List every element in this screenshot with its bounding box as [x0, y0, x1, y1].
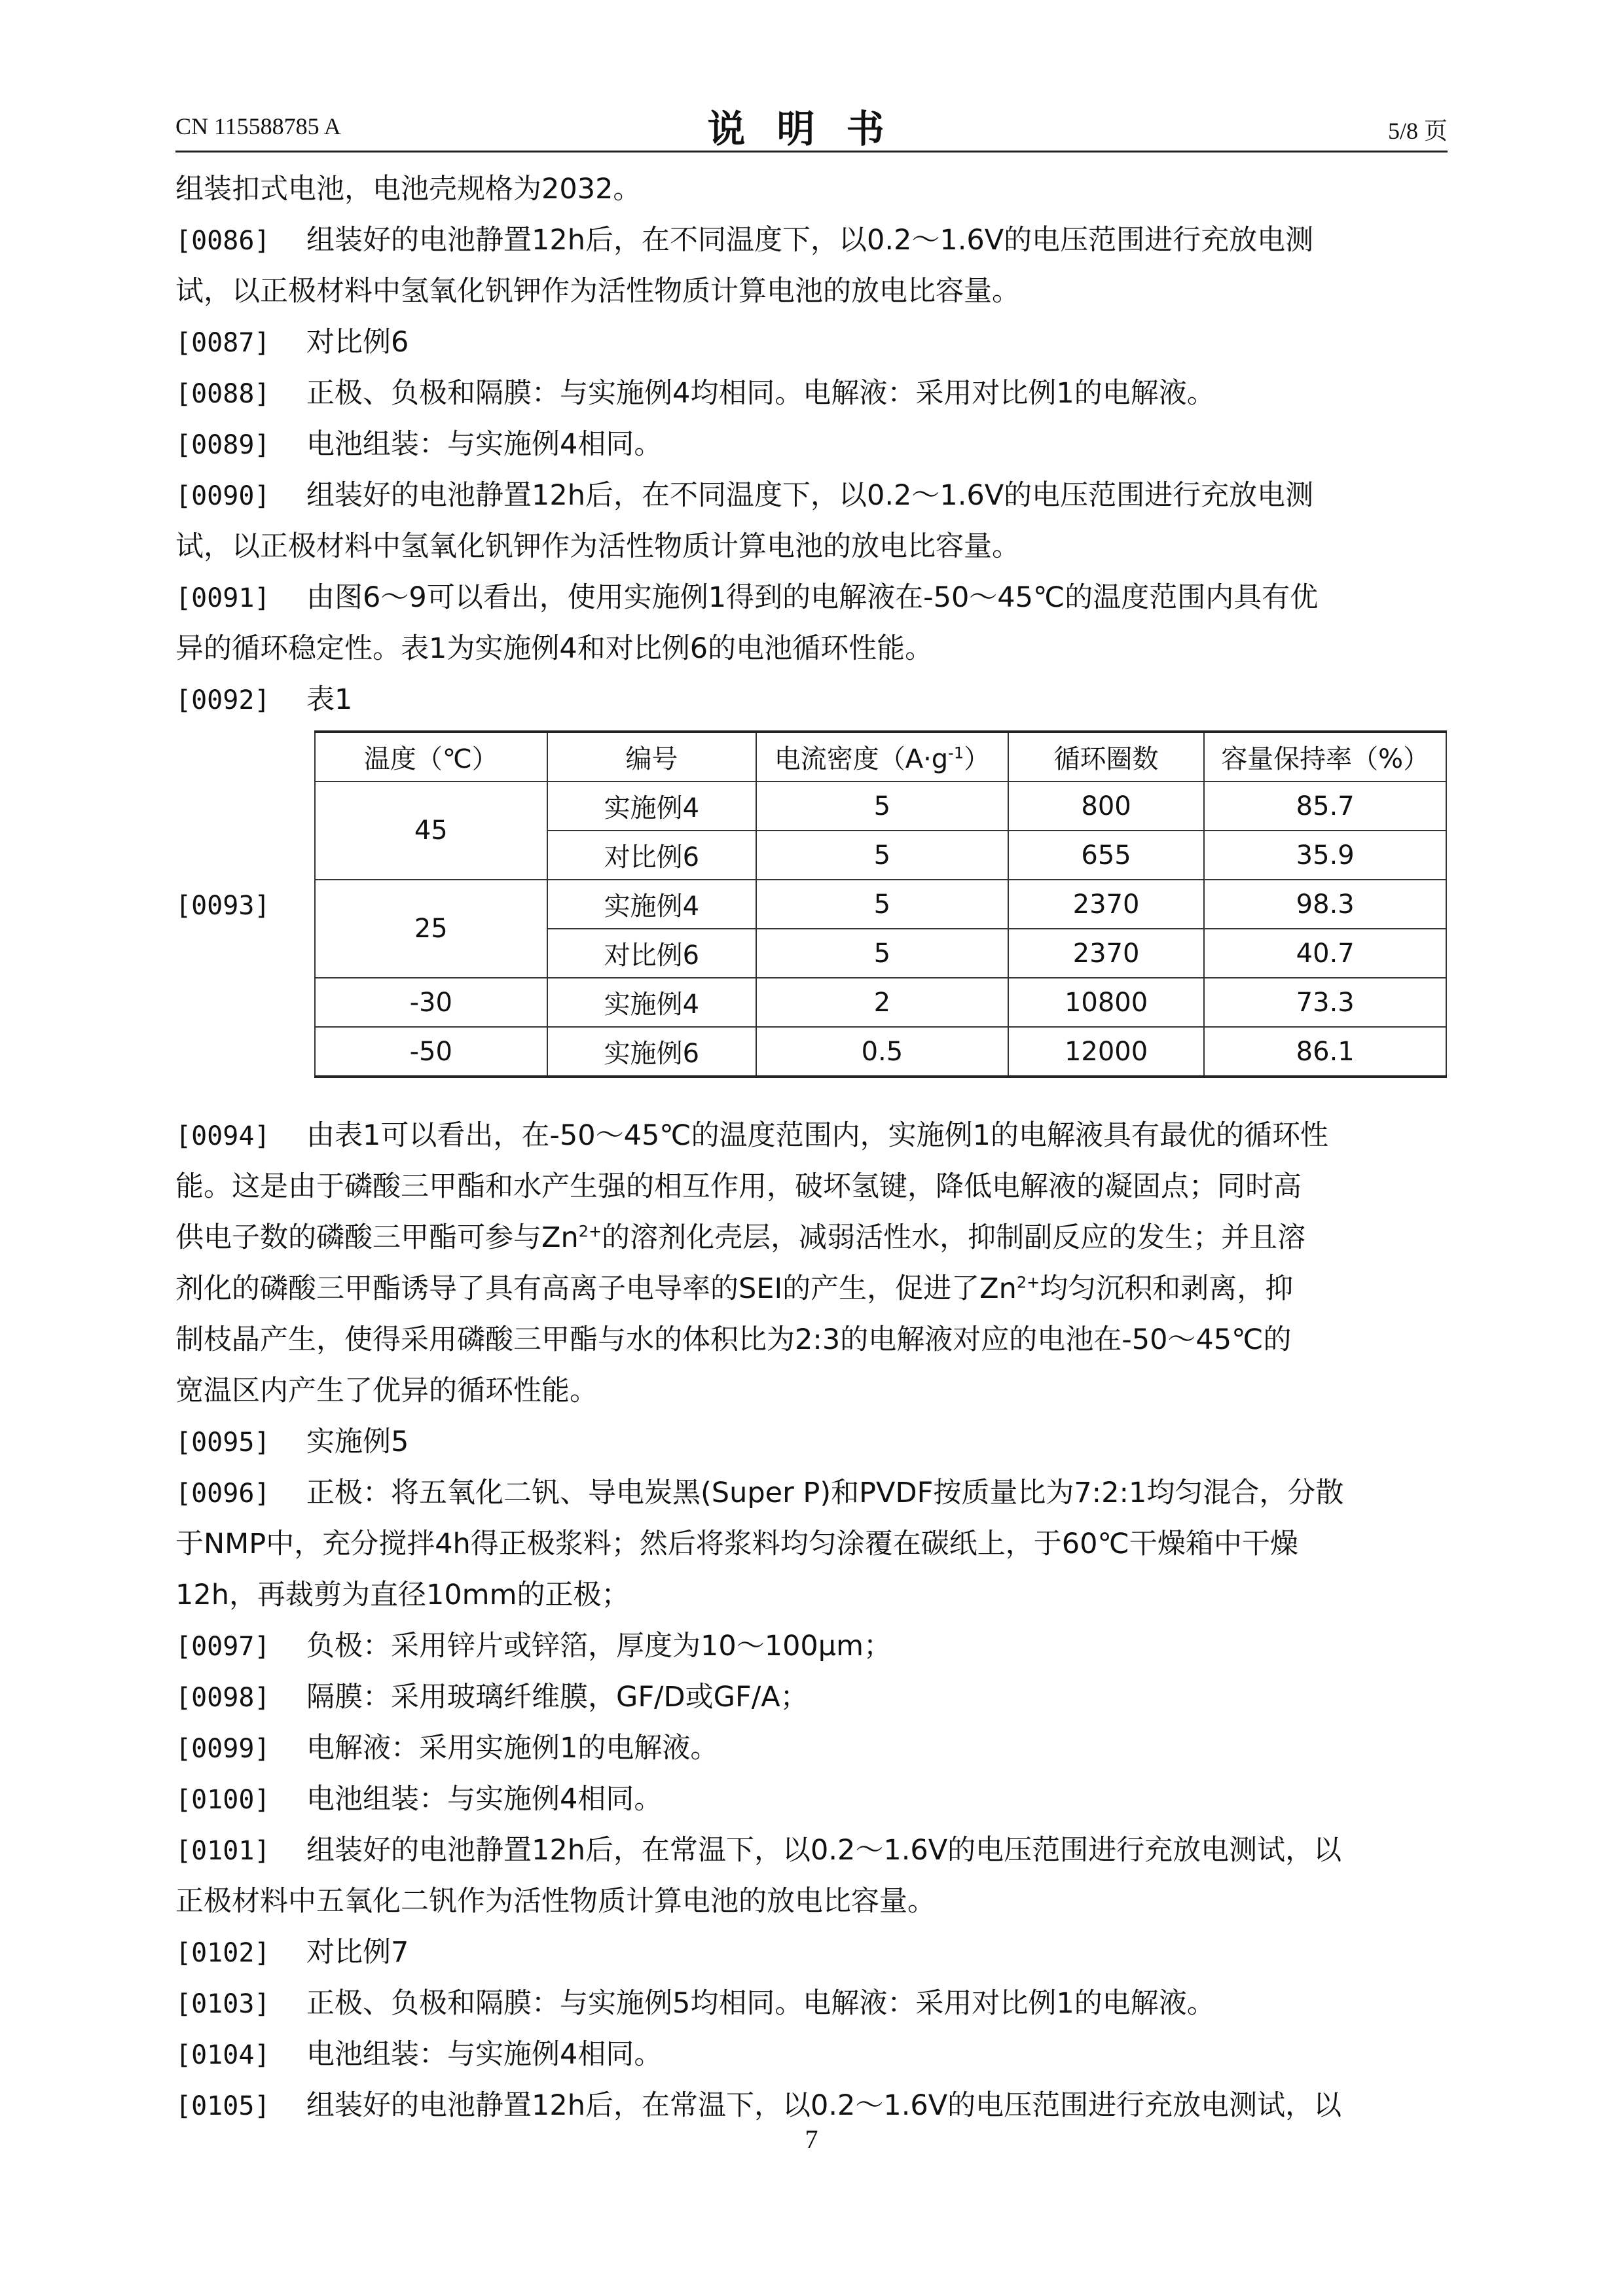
column-header: 容量保持率（%） — [1204, 732, 1446, 781]
page-title: 说明书 — [707, 107, 916, 151]
paragraph-line: 组装扣式电池，电池壳规格为2032。 — [175, 173, 642, 206]
table-cell: 实施例6 — [547, 1027, 757, 1077]
paragraph-number: [0092] — [175, 685, 270, 715]
paragraph-line: 正极：将五氧化二钒、导电炭黑(Super P)和PVDF按质量比为7:2:1均匀混合，分散 — [306, 1477, 1344, 1509]
paragraph — [175, 1110, 1448, 1416]
paragraph-line: 由图6～9可以看出，使用实施例1得到的电解液在-50～45℃的温度范围内具有优 — [306, 581, 1319, 614]
document-body — [175, 164, 1448, 2131]
table-cell: 5 — [756, 781, 1008, 831]
table-cell: 40.7 — [1204, 929, 1446, 978]
paragraph — [175, 317, 1448, 368]
paragraph — [175, 164, 1448, 215]
table-cell: 对比例6 — [547, 929, 757, 978]
paragraph-line: 供电子数的磷酸三甲酯可参与$Zn^{2+}$的溶剂化壳层，减弱活性水，抑制副反应的发生；并且溶 — [175, 1221, 1306, 1254]
paragraph-line: 异的循环稳定性。表1为实施例4和对比例6的电池循环性能。 — [175, 632, 934, 665]
page-header — [175, 98, 1448, 151]
paragraph-number: [0097] — [175, 1632, 270, 1662]
paragraph-number: [0104] — [175, 2040, 270, 2070]
paragraph — [175, 1927, 1448, 1978]
paragraph-number: [0103] — [175, 1989, 270, 2019]
table-cell: 85.7 — [1204, 781, 1446, 831]
table-cell: 86.1 — [1204, 1027, 1446, 1077]
paragraph-line: 对比例7 — [306, 1936, 409, 1969]
table-caption: 表1 — [306, 683, 353, 716]
paragraph-line: 电池组装：与实施例4相同。 — [306, 2038, 663, 2071]
table-cell: 对比例6 — [547, 831, 757, 880]
table-row — [315, 781, 1446, 831]
paragraph-line: 电解液：采用实施例1的电解液。 — [306, 1732, 719, 1765]
paragraph — [175, 1672, 1448, 1723]
table-cell: 12000 — [1008, 1027, 1205, 1077]
table-cell: 25 — [315, 880, 547, 978]
table-cell: -50 — [315, 1027, 547, 1077]
paragraph-line: 组装好的电池静置12h后，在常温下，以0.2～1.6V的电压范围进行充放电测试，以 — [306, 2089, 1342, 2122]
paragraph — [175, 1467, 1448, 1621]
paragraph — [175, 2029, 1448, 2080]
table-cell: 5 — [756, 880, 1008, 929]
paragraph — [175, 1774, 1448, 1825]
paragraph-number: [0100] — [175, 1785, 270, 1815]
table-cell: 实施例4 — [547, 880, 757, 929]
table-row — [315, 978, 1446, 1027]
table-cell: 45 — [315, 781, 547, 880]
data-table — [314, 730, 1447, 1078]
table-cell: 98.3 — [1204, 880, 1446, 929]
paragraph-number: [0105] — [175, 2091, 270, 2121]
paragraph-number: [0086] — [175, 226, 270, 256]
paragraph-line: 剂化的磷酸三甲酯诱导了具有高离子电导率的SEI的产生，促进了$Zn^{2+}$均匀沉积和剥离，抑 — [175, 1272, 1294, 1305]
paragraph — [175, 1978, 1448, 2029]
table-cell: 0.5 — [756, 1027, 1008, 1077]
paragraph-number: [0088] — [175, 379, 270, 409]
table-cell: 2370 — [1008, 880, 1205, 929]
paragraph-line: 宽温区内产生了优异的循环性能。 — [175, 1374, 598, 1407]
paragraph-line: 正极、负极和隔膜：与实施例4均相同。电解液：采用对比例1的电解液。 — [306, 377, 1215, 410]
paragraph-line: 正极、负极和隔膜：与实施例5均相同。电解液：采用对比例1的电解液。 — [306, 1987, 1215, 2020]
paragraph-line: 组装好的电池静置12h后，在不同温度下，以0.2～1.6V的电压范围进行充放电测 — [306, 224, 1314, 257]
column-header: 循环圈数 — [1008, 732, 1205, 781]
paragraph-line: 隔膜：采用玻璃纤维膜，GF/D或GF/A； — [306, 1681, 809, 1713]
paragraph — [175, 368, 1448, 419]
paragraph-line: 试，以正极材料中氢氧化钒钾作为活性物质计算电池的放电比容量。 — [175, 275, 1020, 308]
paragraph — [175, 215, 1448, 317]
table-block — [175, 730, 1448, 1103]
paragraph — [175, 1621, 1448, 1672]
table-cell: 实施例4 — [547, 781, 757, 831]
paragraph — [175, 1416, 1448, 1467]
paragraph-number: [0087] — [175, 328, 270, 358]
paragraph-line: 于NMP中，充分搅拌4h得正极浆料；然后将浆料均匀涂覆在碳纸上，于60℃干燥箱中干燥 — [175, 1528, 1298, 1560]
header-rule — [175, 151, 1448, 152]
table-cell: 5 — [756, 831, 1008, 880]
page-indicator: 5/8 页 — [1387, 118, 1448, 144]
paragraph-number: [0098] — [175, 1683, 270, 1713]
paragraph-line: 负极：采用锌片或锌箔，厚度为10～100μm； — [306, 1630, 892, 1662]
paragraph-number: [0102] — [175, 1938, 270, 1968]
table-header-row — [315, 732, 1446, 781]
paragraph-number: [0093] — [175, 891, 270, 921]
paragraph-number: [0101] — [175, 1836, 270, 1866]
table-row — [315, 880, 1446, 929]
paragraph — [175, 419, 1448, 470]
paragraph-number: [0095] — [175, 1427, 270, 1458]
paragraph-line: 实施例5 — [306, 1426, 409, 1458]
paragraph-line: 组装好的电池静置12h后，在不同温度下，以0.2～1.6V的电压范围进行充放电测 — [306, 479, 1314, 512]
paragraph — [175, 1825, 1448, 1927]
table-cell: 2370 — [1008, 929, 1205, 978]
paragraph-number: [0091] — [175, 583, 270, 613]
paragraph-line: 制枝晶产生，使得采用磷酸三甲酯与水的体积比为2:3的电解液对应的电池在-50～45℃的 — [175, 1323, 1292, 1356]
paragraph-line: 电池组装：与实施例4相同。 — [306, 1783, 663, 1816]
column-header: 电流密度$(A\cdot g^{-1})$ — [756, 732, 1008, 781]
column-header: 编号 — [547, 732, 757, 781]
paragraph — [175, 572, 1448, 674]
paragraph-line: 试，以正极材料中氢氧化钒钾作为活性物质计算电池的放电比容量。 — [175, 530, 1020, 563]
paragraph-line: 正极材料中五氧化二钒作为活性物质计算电池的放电比容量。 — [175, 1885, 936, 1918]
paragraph-line: 12h，再裁剪为直径10mm的正极； — [175, 1579, 630, 1611]
table-cell: -30 — [315, 978, 547, 1027]
paragraph — [175, 674, 1448, 725]
paragraph-line: 由表1可以看出，在-50～45℃的温度范围内，实施例1的电解液具有最优的循环性 — [306, 1119, 1328, 1152]
table-cell: 73.3 — [1204, 978, 1446, 1027]
table-cell: 35.9 — [1204, 831, 1446, 880]
table-cell: 实施例4 — [547, 978, 757, 1027]
paragraph-line: 对比例6 — [306, 326, 409, 359]
table-cell: 10800 — [1008, 978, 1205, 1027]
table-cell: 655 — [1008, 831, 1205, 880]
table-cell: 2 — [756, 978, 1008, 1027]
paragraph-number: [0089] — [175, 430, 270, 460]
paragraph — [175, 1723, 1448, 1774]
table-cell: 5 — [756, 929, 1008, 978]
paragraph-number: [0099] — [175, 1734, 270, 1764]
paragraph-number: [0090] — [175, 481, 270, 511]
paragraph-line: 电池组装：与实施例4相同。 — [306, 428, 663, 461]
doc-number: CN 115588785 A — [175, 113, 341, 139]
paragraph-number: [0094] — [175, 1121, 270, 1151]
paragraph-line: 组装好的电池静置12h后，在常温下，以0.2～1.6V的电压范围进行充放电测试，以 — [306, 1834, 1342, 1867]
paragraph — [175, 470, 1448, 572]
paragraph-line: 能。这是由于磷酸三甲酯和水产生强的相互作用，破坏氢键，降低电解液的凝固点；同时高 — [175, 1170, 1302, 1203]
page-number: 7 — [805, 2125, 818, 2154]
table-cell: 800 — [1008, 781, 1205, 831]
paragraph-number: [0096] — [175, 1479, 270, 1509]
column-header: 温度（℃） — [315, 732, 547, 781]
table-row — [315, 1027, 1446, 1077]
